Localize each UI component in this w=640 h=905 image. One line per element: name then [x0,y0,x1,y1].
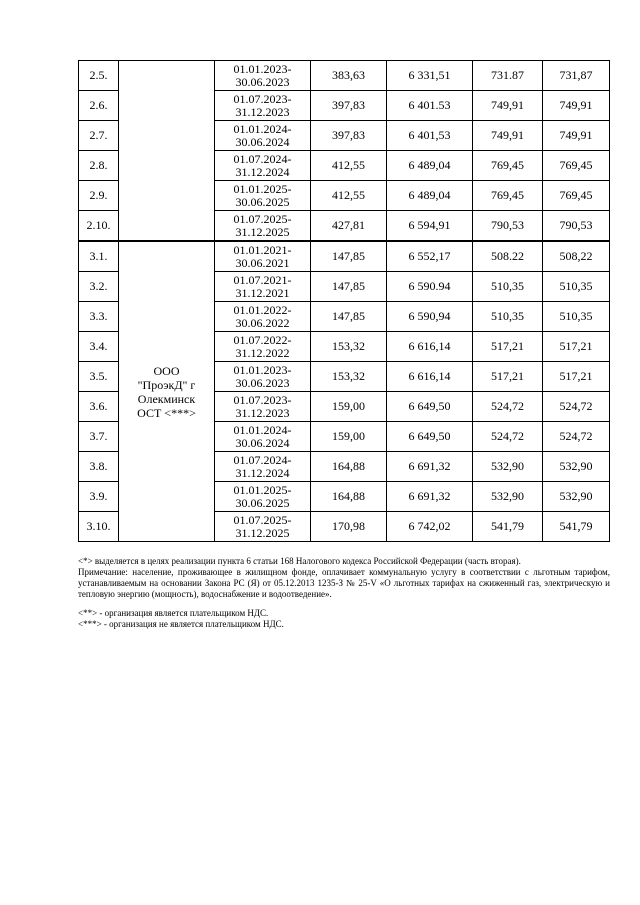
value-col-2: 6 742,02 [387,512,473,542]
period-start: 01.07.2023- [233,392,292,407]
period-end: 30.06.2025 [235,495,290,510]
period-cell [215,151,311,181]
value-col-1: 153,32 [311,332,387,362]
period-end: 30.06.2025 [235,194,290,209]
value-col-1: 397,83 [311,91,387,121]
footnotes [78,556,610,630]
value-col-2: 6 331,51 [387,61,473,91]
footnote-non-vat-payer: <***> - организация не является плательщиком НДС. [78,619,284,629]
period-cell [215,512,311,542]
value-col-2: 6 616,14 [387,362,473,392]
period-start: 01.07.2025- [233,512,292,527]
value-col-2: 6 401,53 [387,121,473,151]
value-col-2: 6 590.94 [387,272,473,302]
row-number: 3.7. [79,422,119,452]
organization-name-line: Олекминск [137,391,196,406]
period-cell [215,181,311,211]
value-col-4: 517,21 [543,332,610,362]
period-cell [215,272,311,302]
period-cell [215,91,311,121]
row-number: 3.3. [79,302,119,332]
value-col-3: 769,45 [473,151,543,181]
row-number: 3.1. [79,241,119,272]
period-start: 01.01.2024- [233,121,292,136]
value-col-1: 383,63 [311,61,387,91]
period-end: 31.12.2024 [235,465,290,480]
value-col-3: 510,35 [473,302,543,332]
value-col-1: 164,88 [311,452,387,482]
table-row [79,241,610,272]
value-col-4: 749,91 [543,121,610,151]
row-number: 2.9. [79,181,119,211]
value-col-3: 508.22 [473,241,543,272]
value-col-3: 790,53 [473,211,543,242]
value-col-1: 147,85 [311,241,387,272]
value-col-2: 6 616,14 [387,332,473,362]
row-number: 3.2. [79,272,119,302]
value-col-1: 147,85 [311,272,387,302]
row-number: 2.8. [79,151,119,181]
organization-name-line: ОСТ <***> [137,405,196,420]
value-col-4: 769,45 [543,181,610,211]
value-col-2: 6 552,17 [387,241,473,272]
value-col-3: 517,21 [473,362,543,392]
value-col-1: 412,55 [311,181,387,211]
value-col-4: 790,53 [543,211,610,242]
period-cell [215,392,311,422]
period-end: 31.12.2025 [235,525,290,540]
value-col-2: 6 691,32 [387,482,473,512]
value-col-2: 6 691,32 [387,452,473,482]
organization-name-line: ООО [153,363,180,378]
value-col-1: 147,85 [311,302,387,332]
value-col-1: 412,55 [311,151,387,181]
period-cell [215,241,311,272]
period-start: 01.01.2023- [233,61,292,76]
value-col-4: 749,91 [543,91,610,121]
period-cell [215,422,311,452]
value-col-4: 541,79 [543,512,610,542]
tariff-table-body [79,61,610,542]
value-col-3: 532,90 [473,452,543,482]
value-col-1: 153,32 [311,362,387,392]
table-row [79,61,610,91]
value-col-3: 731.87 [473,61,543,91]
period-end: 31.12.2023 [235,104,290,119]
value-col-2: 6 401.53 [387,91,473,121]
row-number: 2.10. [79,211,119,242]
value-col-4: 510,35 [543,302,610,332]
period-end: 31.12.2023 [235,405,290,420]
value-col-4: 510,35 [543,272,610,302]
period-end: 30.06.2022 [235,315,290,330]
value-col-2: 6 594,91 [387,211,473,242]
value-col-4: 532,90 [543,452,610,482]
row-number: 3.8. [79,452,119,482]
value-col-1: 170,98 [311,512,387,542]
organization-cell-group-2 [119,61,215,242]
value-col-4: 731,87 [543,61,610,91]
period-cell [215,121,311,151]
organization-name-line: "ПроэкД" г [137,377,196,392]
remark-note: Примечание: население, проживающее в жилищном фонде, оплачивает коммунальную услугу в соответствии с льготным тарифом, устанавливаемым на основании Закона РС (Я) от 05.12.2013 1235-З № 25-V «О льготных тарифах на сжиженный газ, электрическую и тепловую энергию (мощность), водоснабжение и водоотведение». [78,567,610,599]
period-end: 30.06.2024 [235,435,290,450]
period-end: 31.12.2021 [235,285,290,300]
period-start: 01.01.2022- [233,302,292,317]
period-start: 01.01.2021- [233,242,292,257]
period-end: 30.06.2021 [235,255,290,270]
footnote-vat-payer: <**> - организация является плательщиком НДС. [78,608,269,618]
value-col-4: 517,21 [543,362,610,392]
row-number: 3.9. [79,482,119,512]
period-end: 30.06.2023 [235,74,290,89]
period-start: 01.01.2024- [233,422,292,437]
period-start: 01.07.2021- [233,272,292,287]
value-col-3: 517,21 [473,332,543,362]
period-start: 01.07.2022- [233,332,292,347]
row-number: 3.4. [79,332,119,362]
value-col-3: 769,45 [473,181,543,211]
value-col-2: 6 649,50 [387,422,473,452]
period-end: 31.12.2024 [235,164,290,179]
period-start: 01.01.2025- [233,482,292,497]
period-start: 01.07.2024- [233,151,292,166]
row-number: 2.5. [79,61,119,91]
period-start: 01.07.2025- [233,211,292,226]
row-number: 2.7. [79,121,119,151]
period-cell [215,61,311,91]
value-col-3: 541,79 [473,512,543,542]
value-col-1: 164,88 [311,482,387,512]
period-cell [215,482,311,512]
tariff-table [78,60,610,542]
value-col-4: 508,22 [543,241,610,272]
period-cell [215,452,311,482]
value-col-4: 524,72 [543,422,610,452]
value-col-1: 159,00 [311,422,387,452]
period-start: 01.01.2025- [233,181,292,196]
value-col-1: 397,83 [311,121,387,151]
value-col-1: 159,00 [311,392,387,422]
value-col-3: 524,72 [473,422,543,452]
value-col-2: 6 489,04 [387,151,473,181]
value-col-2: 6 649,50 [387,392,473,422]
row-number: 3.6. [79,392,119,422]
value-col-2: 6 489,04 [387,181,473,211]
footnote-vat-allocation: <*> выделяется в целях реализации пункта 6 статьи 168 Налогового кодекса Российской Федерации (часть вторая). [78,556,521,566]
value-col-4: 524,72 [543,392,610,422]
value-col-2: 6 590,94 [387,302,473,332]
row-number: 2.6. [79,91,119,121]
value-col-3: 749,91 [473,121,543,151]
period-end: 30.06.2024 [235,134,290,149]
value-col-3: 510,35 [473,272,543,302]
period-start: 01.07.2024- [233,452,292,467]
value-col-3: 524,72 [473,392,543,422]
value-col-1: 427,81 [311,211,387,242]
period-start: 01.07.2023- [233,91,292,106]
row-number: 3.5. [79,362,119,392]
period-cell [215,211,311,242]
row-number: 3.10. [79,512,119,542]
organization-cell-group-3 [119,241,215,542]
value-col-4: 769,45 [543,151,610,181]
value-col-3: 749,91 [473,91,543,121]
value-col-4: 532,90 [543,482,610,512]
period-cell [215,362,311,392]
period-start: 01.01.2023- [233,362,292,377]
period-cell [215,302,311,332]
period-end: 31.12.2022 [235,345,290,360]
value-col-3: 532,90 [473,482,543,512]
period-end: 30.06.2023 [235,375,290,390]
period-cell [215,332,311,362]
period-end: 31.12.2025 [235,224,290,239]
